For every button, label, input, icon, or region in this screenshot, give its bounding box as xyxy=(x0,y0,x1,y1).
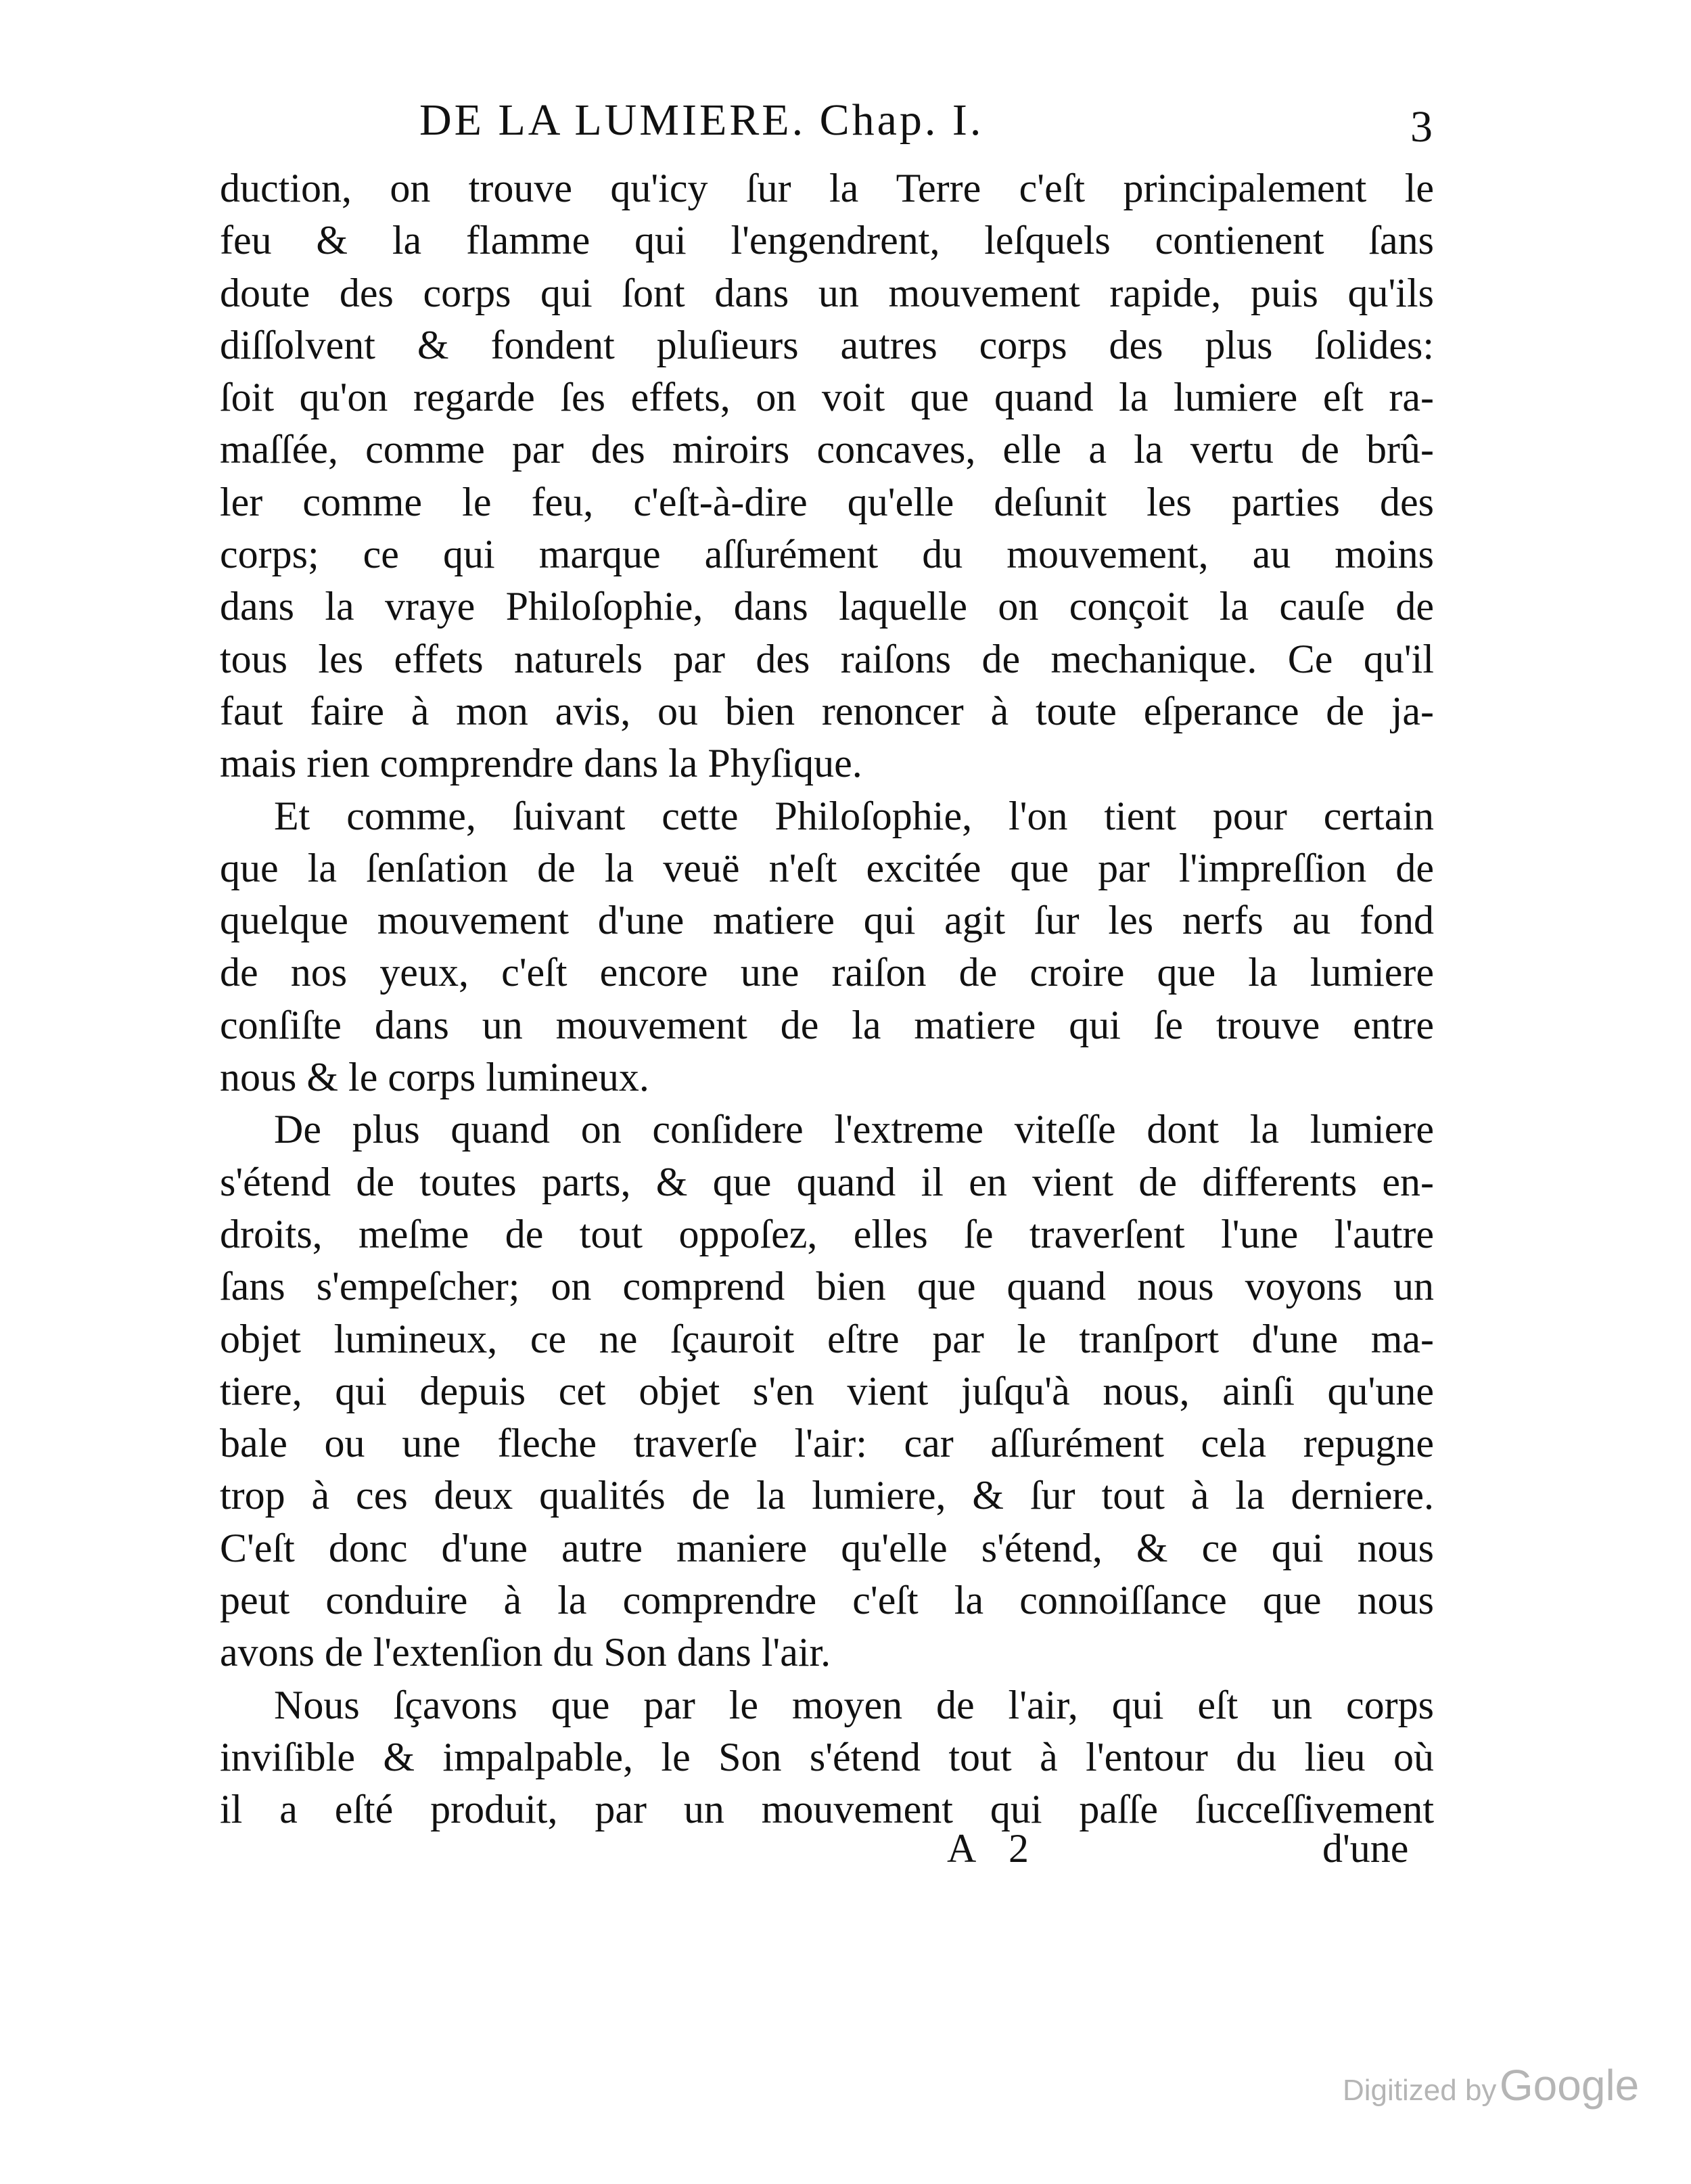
text-line: s'étend de toutes parts, & que quand il en vient de differents en- xyxy=(220,1159,1434,1204)
text-line: mais rien comprendre dans la Phyſique. xyxy=(220,741,862,786)
watermark-prefix: Digitized by xyxy=(1343,2074,1497,2107)
text-line: faut faire à mon avis, ou bien renoncer à toute eſperance de ja- xyxy=(220,688,1434,733)
text-line: trop à ces deux qualités de la lumiere, & ſur tout à la derniere. xyxy=(220,1473,1434,1518)
page-body-text xyxy=(220,162,1434,1836)
text-line: Nous ſçavons que par le moyen de l'air, qui eſt un corps xyxy=(274,1682,1434,1727)
text-line: que la ſenſation de la veuë n'eſt excitée que par l'impreſſion de xyxy=(220,845,1434,890)
text-line: corps; ce qui marque aſſurément du mouvement, au moins xyxy=(220,532,1434,577)
text-line: tous les effets naturels par des raiſons de mechanique. Ce qu'il xyxy=(220,636,1434,681)
running-title: DE LA LUMIERE. Chap. I. xyxy=(419,95,984,145)
text-line: objet lumineux, ce ne ſçauroit eſtre par le tranſport d'une ma- xyxy=(220,1316,1434,1361)
text-line: diſſolvent & fondent pluſieurs autres corps des plus ſolides: xyxy=(220,322,1434,367)
text-line: duction, on trouve qu'icy ſur la Terre c'eſt principalement le xyxy=(220,166,1434,210)
text-line: doute des corps qui ſont dans un mouvement rapide, puis qu'ils xyxy=(220,270,1434,315)
signature-mark: A 2 xyxy=(947,1826,1042,1871)
text-line: ſoit qu'on regarde ſes effets, on voit que quand la lumiere eſt ra- xyxy=(220,375,1434,420)
text-line: dans la vraye Philoſophie, dans laquelle on conçoit la cauſe de xyxy=(220,584,1434,629)
text-line: nous & le corps lumineux. xyxy=(220,1055,649,1100)
page-number: 3 xyxy=(1410,102,1433,152)
text-line: il a eſté produit, par un mouvement qui paſſe ſucceſſivement xyxy=(220,1787,1434,1832)
digitized-by-google-watermark xyxy=(1343,2060,1639,2110)
text-line: tiere, qui depuis cet objet s'en vient juſqu'à nous, ainſi qu'une xyxy=(220,1368,1434,1413)
text-line: inviſible & impalpable, le Son s'étend tout à l'entour du lieu où xyxy=(220,1734,1434,1779)
text-line: maſſée, comme par des miroirs concaves, elle a la vertu de brû- xyxy=(220,427,1434,472)
text-line: bale ou une fleche traverſe l'air: car aſſurément cela repugne xyxy=(220,1421,1434,1466)
text-line: feu & la flamme qui l'engendrent, leſquels contienent ſans xyxy=(220,218,1434,263)
text-line: Et comme, ſuivant cette Philoſophie, l'on tient pour certain xyxy=(274,793,1434,838)
text-line: droits, meſme de tout oppoſez, elles ſe traverſent l'une l'autre xyxy=(220,1211,1434,1256)
text-line: ſans s'empeſcher; on comprend bien que quand nous voyons un xyxy=(220,1264,1434,1309)
text-line: avons de l'extenſion du Son dans l'air. xyxy=(220,1630,831,1675)
text-line: quelque mouvement d'une matiere qui agit ſur les nerfs au fond xyxy=(220,898,1434,943)
text-line: conſiſte dans un mouvement de la matiere qui ſe trouve entre xyxy=(220,1002,1434,1047)
watermark-brand: Google xyxy=(1499,2061,1640,2110)
text-line: C'eſt donc d'une autre maniere qu'elle s'étend, & ce qui nous xyxy=(220,1525,1434,1570)
text-line: De plus quand on conſidere l'extreme viteſſe dont la lumiere xyxy=(274,1107,1434,1152)
text-line: de nos yeux, c'eſt encore une raiſon de croire que la lumiere xyxy=(220,950,1434,995)
catchword: d'une xyxy=(1322,1826,1409,1871)
text-line: peut conduire à la comprendre c'eſt la connoiſſance que nous xyxy=(220,1578,1434,1623)
text-line: ler comme le feu, c'eſt-à-dire qu'elle deſunit les parties des xyxy=(220,479,1434,524)
